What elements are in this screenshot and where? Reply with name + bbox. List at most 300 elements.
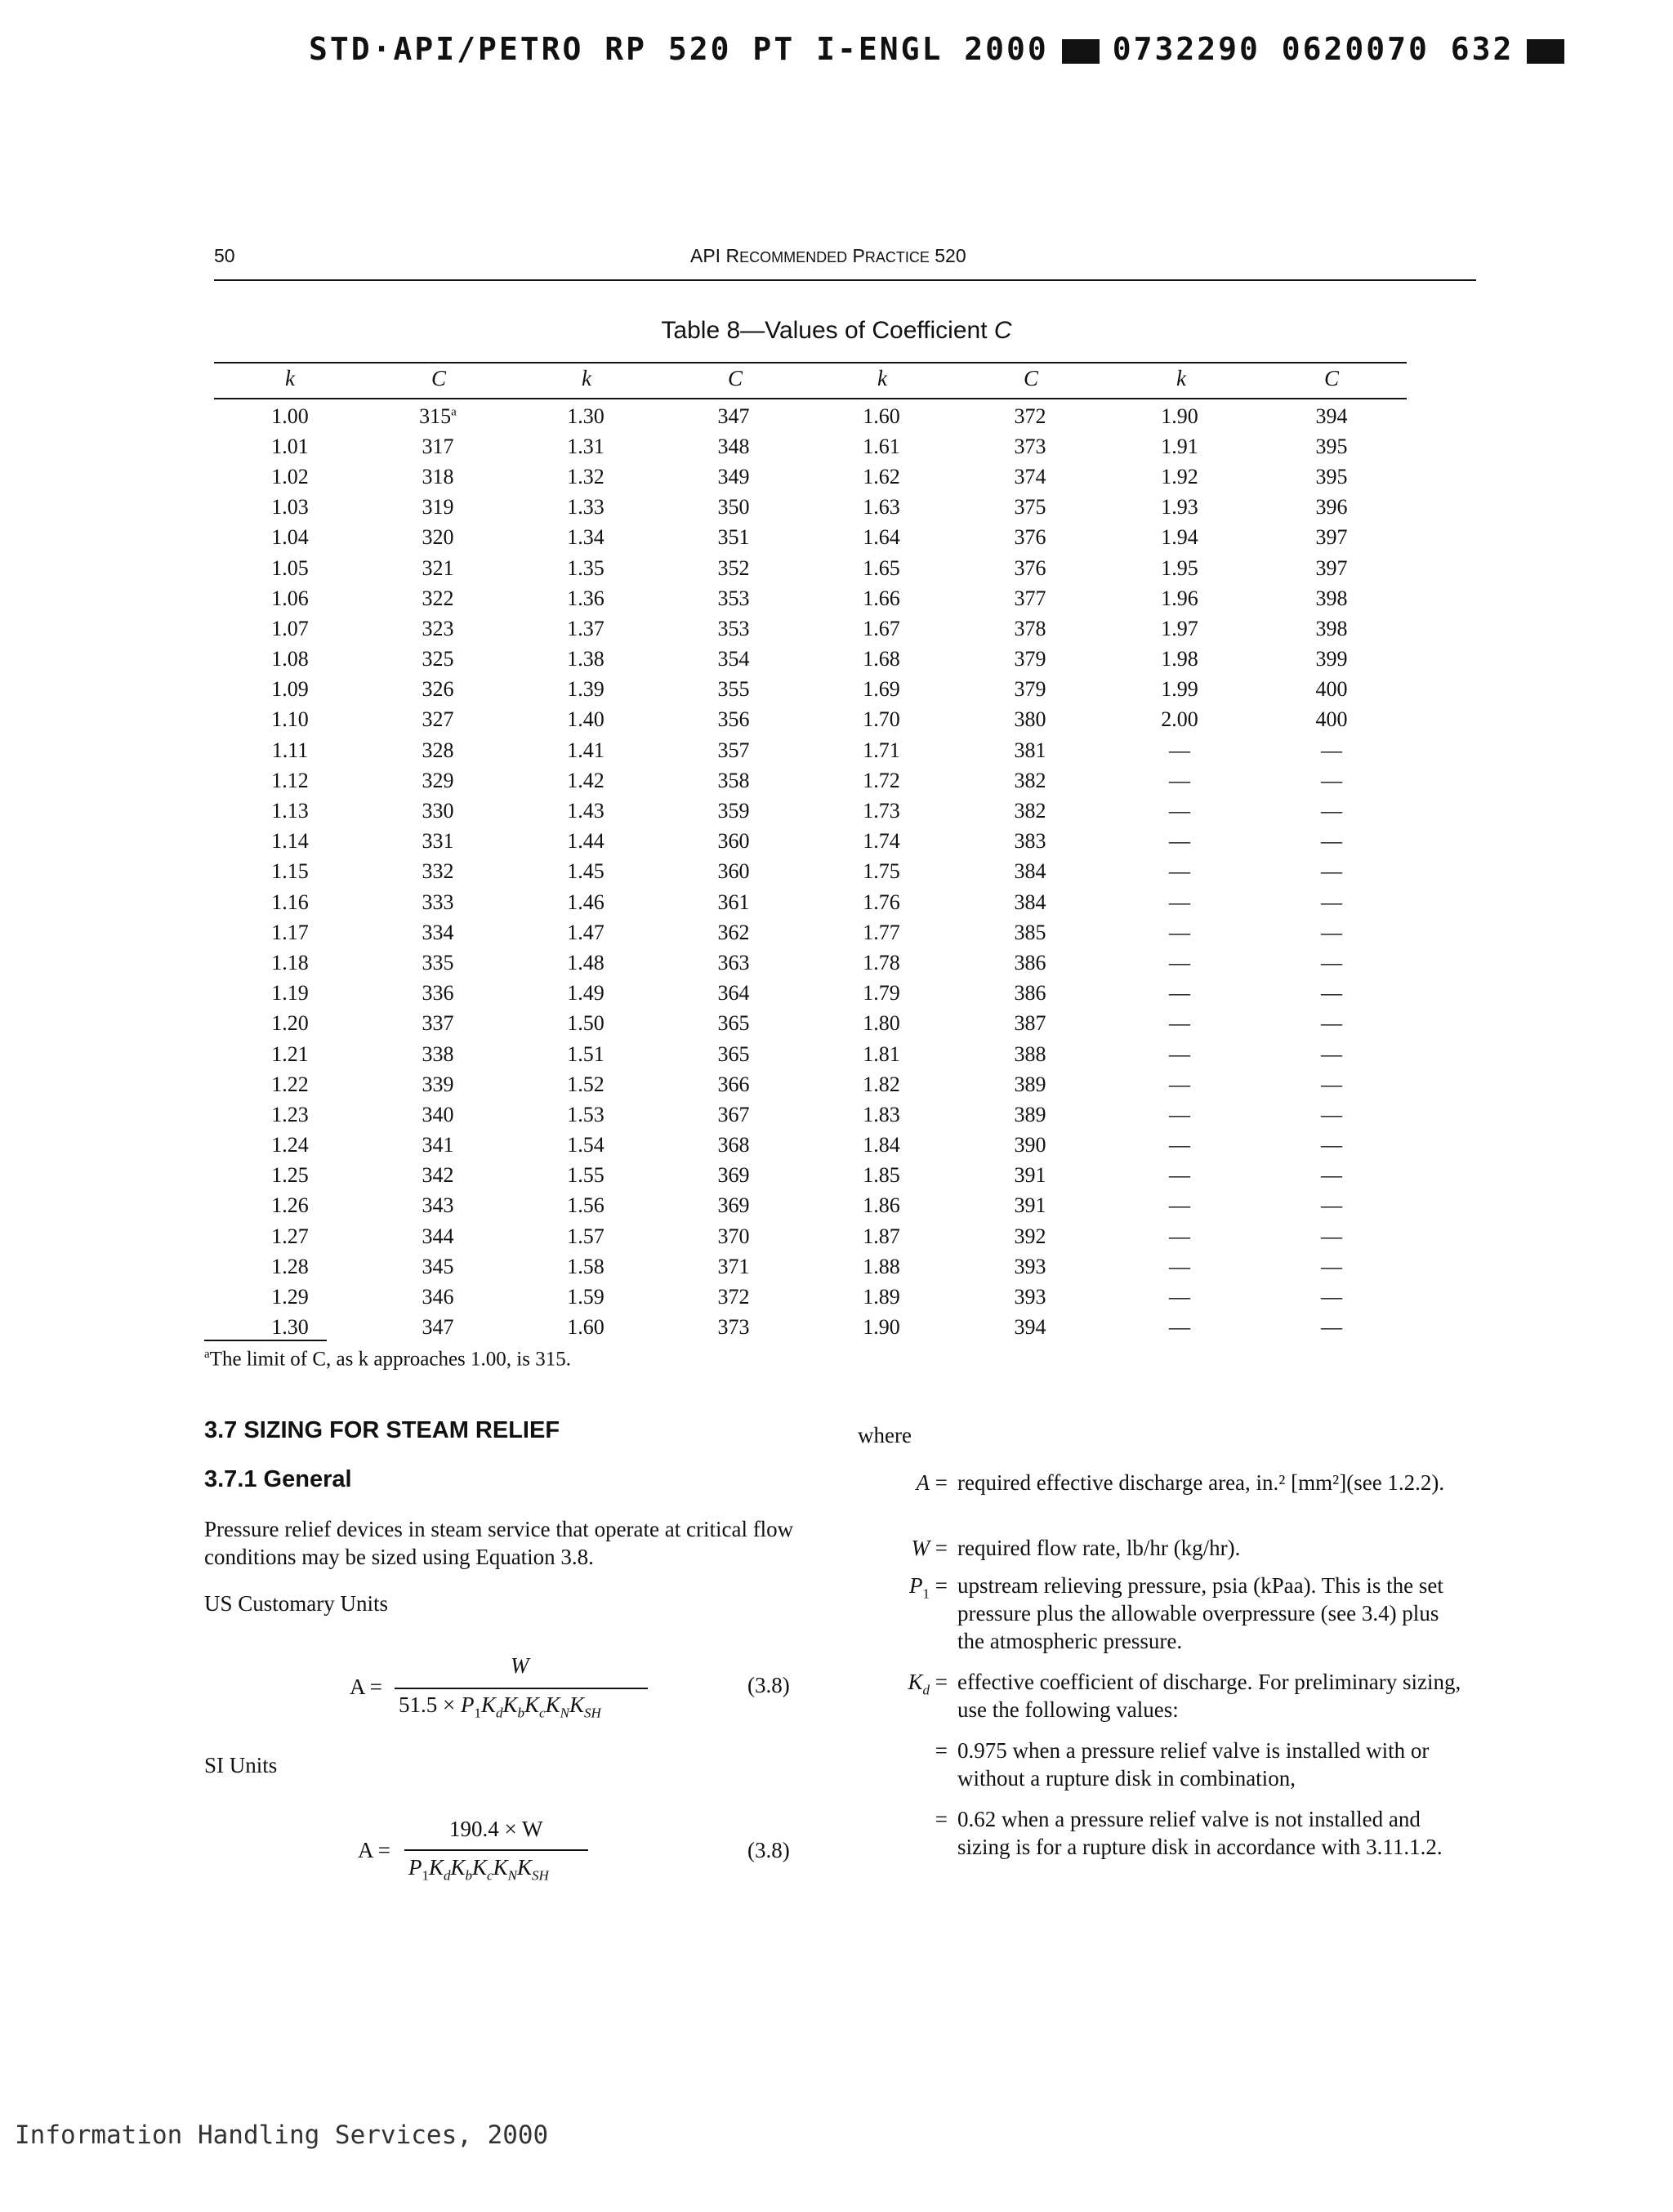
table-cell: 1.46: [567, 890, 605, 914]
table-cell: 1.51: [567, 1041, 605, 1066]
table-row: [214, 1099, 1407, 1130]
table-row: [214, 827, 1407, 857]
table-cell: 1.19: [271, 981, 309, 1006]
table-row: [214, 523, 1407, 553]
table-cell: 1.04: [271, 525, 309, 550]
table-cell: 384: [1014, 859, 1046, 884]
table-cell: —: [1321, 890, 1342, 914]
table-cell: 1.61: [863, 434, 900, 458]
table-cell: 1.59: [567, 1285, 605, 1309]
table-cell: 395: [1315, 464, 1348, 488]
table-cell: 388: [1014, 1041, 1046, 1066]
table-cell: —: [1169, 1011, 1190, 1036]
table-cell: 384: [1014, 890, 1046, 914]
footer-notice: Information Handling Services, 2000: [15, 2121, 549, 2150]
table-cell: 1.52: [567, 1072, 605, 1096]
table-cell: 1.25: [271, 1163, 309, 1188]
table-cell: 347: [422, 1315, 454, 1340]
table-cell: 352: [717, 555, 750, 580]
equation-denominator: $P_1K_dK_bK_cK_NK_{SH}$: [408, 1855, 549, 1884]
table-cell: 373: [717, 1315, 750, 1340]
stamp-block-mark-end: [1527, 39, 1564, 64]
table-cell: 1.09: [271, 677, 309, 702]
table-cell: 1.78: [863, 950, 900, 974]
table-cell: —: [1169, 1315, 1190, 1340]
table-cell: 1.58: [567, 1254, 605, 1278]
table-row: [214, 675, 1407, 705]
table-cell: 1.56: [567, 1193, 605, 1218]
table-row: [214, 765, 1407, 796]
table-cell: 1.74: [863, 829, 900, 854]
table-cell: 397: [1315, 525, 1348, 550]
table-cell: 1.62: [863, 464, 900, 488]
table-cell: —: [1169, 920, 1190, 944]
equation-numerator: 190.4 × W: [449, 1817, 543, 1841]
table-cell: 1.64: [863, 525, 900, 550]
table-cell: 358: [717, 768, 750, 792]
table-cell: —: [1169, 1041, 1190, 1066]
table-cell: 1.90: [863, 1315, 900, 1340]
table-cell: 382: [1014, 768, 1046, 792]
table-cell: 1.42: [567, 768, 605, 792]
table-row: [214, 553, 1407, 583]
equation-factor: 51.5 ×: [399, 1692, 461, 1717]
table-cell: 1.06: [271, 586, 309, 610]
column-header-c: C: [727, 366, 743, 390]
page-number: 50: [214, 245, 235, 266]
table-row: [214, 979, 1407, 1009]
definition-equals: =: [935, 1807, 948, 1831]
table-cell: 321: [422, 555, 454, 580]
body-paragraph: Pressure relief devices in steam service that operate at critical flow conditions may be sized using Equation 3.8.: [204, 1517, 794, 1569]
document-stamp: [309, 31, 1577, 67]
si-units-label: SI Units: [204, 1753, 278, 1777]
table-cell: 1.39: [567, 677, 605, 702]
definition-text: effective coefficient of discharge. For preliminary sizing, use the following values:: [957, 1670, 1461, 1722]
table-cell: 1.29: [271, 1285, 309, 1309]
table-cell: 1.81: [863, 1041, 900, 1066]
table-cell: 328: [422, 738, 454, 762]
table-row: [214, 1069, 1407, 1099]
equation-lhs: A =: [350, 1675, 382, 1699]
table-cell: 385: [1014, 920, 1046, 944]
table-cell: 376: [1014, 555, 1046, 580]
table-cell: 1.41: [567, 738, 605, 762]
table-cell: 349: [717, 464, 750, 488]
table-row: [214, 1131, 1407, 1161]
section-heading: 3.7 SIZING FOR STEAM RELIEF: [204, 1417, 560, 1443]
header-rule: [214, 279, 1476, 281]
table-cell: 394: [1014, 1315, 1046, 1340]
table-cell: —: [1169, 950, 1190, 974]
stamp-block-mark: [1062, 39, 1100, 64]
table-cell: 1.22: [271, 1072, 309, 1096]
table-cell: —: [1321, 1254, 1342, 1278]
table-cell: 1.16: [271, 890, 309, 914]
equation-numerator: W: [511, 1653, 529, 1678]
table-cell: 332: [422, 859, 454, 884]
table-cell: 1.57: [567, 1224, 605, 1248]
table-cell: 1.32: [567, 464, 605, 488]
subsection-heading: 3.7.1 General: [204, 1466, 352, 1492]
table-cell: 389: [1014, 1102, 1046, 1126]
table-cell: —: [1169, 738, 1190, 762]
table-cell: 320: [422, 525, 454, 550]
table-cell: 1.49: [567, 981, 605, 1006]
table-cell: 1.95: [1161, 555, 1198, 580]
table-cell: 342: [422, 1163, 454, 1188]
table-cell: 386: [1014, 950, 1046, 974]
table-cell: 1.79: [863, 981, 900, 1006]
table-cell: —: [1169, 1285, 1190, 1309]
table-cell: 369: [717, 1163, 750, 1188]
table-cell: 330: [422, 799, 454, 823]
table-row: [214, 887, 1407, 917]
table-row: [214, 1009, 1407, 1039]
table-cell: —: [1169, 829, 1190, 854]
table-cell: 1.34: [567, 525, 605, 550]
definition-symbol: $P_1$ =: [909, 1573, 948, 1602]
table-cell: 335: [422, 950, 454, 974]
table-title: Table 8—Values of Coefficient C: [661, 317, 1012, 344]
table-cell: 365: [717, 1011, 750, 1036]
table-cell: —: [1321, 1133, 1342, 1157]
table-cell: 340: [422, 1102, 454, 1126]
table-row: [214, 735, 1407, 765]
table-row: [214, 948, 1407, 978]
table-row: [214, 583, 1407, 613]
table-cell: 1.76: [863, 890, 900, 914]
table-cell: 1.70: [863, 707, 900, 732]
equation-lhs: A =: [358, 1838, 390, 1862]
table-row: [214, 644, 1407, 675]
table-cell: 400: [1315, 707, 1348, 732]
table-cell: 1.48: [567, 950, 605, 974]
table-row: [214, 493, 1407, 523]
footnote-text: The limit of C, as k approaches 1.00, is 315.: [209, 1348, 571, 1371]
table-cell: 1.00: [271, 404, 309, 428]
table-cell: 1.91: [1161, 434, 1198, 458]
table-cell: 1.31: [567, 434, 605, 458]
table-cell: —: [1169, 768, 1190, 792]
table-cell: 1.85: [863, 1163, 900, 1188]
table-cell: 331: [422, 829, 454, 854]
table-cell: 1.03: [271, 495, 309, 520]
table-row: [214, 857, 1407, 887]
table-cell: 343: [422, 1193, 454, 1218]
table-cell: 398: [1315, 616, 1348, 640]
table-cell: 341: [422, 1133, 454, 1157]
table-cell: 1.68: [863, 647, 900, 671]
where-label: where: [858, 1423, 912, 1447]
table-cell: —: [1321, 738, 1342, 762]
table-cell: 397: [1315, 555, 1348, 580]
table-cell: 374: [1014, 464, 1046, 488]
table-cell: —: [1321, 1011, 1342, 1036]
table-cell: 1.94: [1161, 525, 1198, 550]
table-cell: 1.11: [271, 738, 309, 762]
equation-number: (3.8): [747, 1838, 790, 1862]
coefficient-table: [214, 401, 1407, 1343]
table-cell: 1.36: [567, 586, 605, 610]
table-cell: —: [1321, 829, 1342, 854]
table-cell: 1.12: [271, 768, 309, 792]
table-cell: 353: [717, 586, 750, 610]
table-cell: 1.65: [863, 555, 900, 580]
fraction-bar: [404, 1849, 588, 1851]
table-cell: —: [1321, 950, 1342, 974]
table-row: [214, 1313, 1407, 1343]
table-cell: —: [1321, 1072, 1342, 1096]
table-cell: 1.53: [567, 1102, 605, 1126]
definition-symbol: W =: [911, 1536, 948, 1560]
table-cell: 347: [717, 404, 750, 428]
table-cell: 372: [717, 1285, 750, 1309]
column-header-c: C: [1023, 366, 1039, 390]
table-row: [214, 917, 1407, 948]
table-cell: 396: [1315, 495, 1348, 520]
table-cell: 1.15: [271, 859, 309, 884]
table-cell: 1.02: [271, 464, 309, 488]
table-cell: 376: [1014, 525, 1046, 550]
table-cell: 1.17: [271, 920, 309, 944]
table-cell: 1.47: [567, 920, 605, 944]
table-cell: 348: [717, 434, 750, 458]
footnote-reference: a: [451, 404, 457, 418]
table-cell: 2.00: [1161, 707, 1198, 732]
table-cell: 1.71: [863, 738, 900, 762]
table-cell: 362: [717, 920, 750, 944]
table-cell: —: [1169, 1193, 1190, 1218]
table-cell: 399: [1315, 647, 1348, 671]
table-cell: 353: [717, 616, 750, 640]
table-cell: —: [1321, 1224, 1342, 1248]
table-cell: 400: [1315, 677, 1348, 702]
table-cell: 1.33: [567, 495, 605, 520]
table-cell: —: [1169, 859, 1190, 884]
table-cell: 1.88: [863, 1254, 900, 1278]
table-cell: 1.54: [567, 1133, 605, 1157]
table-cell: 373: [1014, 434, 1046, 458]
table-cell: 1.10: [271, 707, 309, 732]
table-cell: —: [1169, 1224, 1190, 1248]
table-cell: 379: [1014, 677, 1046, 702]
table-cell: 368: [717, 1133, 750, 1157]
table-cell: —: [1321, 1193, 1342, 1218]
table-row: [214, 796, 1407, 826]
table-cell: 1.05: [271, 555, 309, 580]
table-cell: 390: [1014, 1133, 1046, 1157]
table-cell: 1.08: [271, 647, 309, 671]
table-cell: 1.89: [863, 1285, 900, 1309]
table-cell: 370: [717, 1224, 750, 1248]
table-cell: 354: [717, 647, 750, 671]
table-cell: 1.23: [271, 1102, 309, 1126]
table-cell: 1.98: [1161, 647, 1198, 671]
table-row: [214, 1221, 1407, 1251]
table-row: [214, 1282, 1407, 1312]
table-cell: 327: [422, 707, 454, 732]
table-cell: 395: [1315, 434, 1348, 458]
table-row: [214, 1191, 1407, 1221]
table-cell: 322: [422, 586, 454, 610]
definition-text: 0.975 when a pressure relief valve is installed with or without a rupture disk in combination,: [957, 1738, 1430, 1791]
table-cell: —: [1321, 1163, 1342, 1188]
table-cell: 365: [717, 1041, 750, 1066]
table-row: [214, 462, 1407, 492]
table-cell: 1.66: [863, 586, 900, 610]
stamp-code-suffix: 632: [1450, 31, 1515, 67]
table-cell: 317: [422, 434, 454, 458]
table-cell: 1.99: [1161, 677, 1198, 702]
table-cell: 391: [1014, 1193, 1046, 1218]
table-cell: 360: [717, 829, 750, 854]
table-cell: 371: [717, 1254, 750, 1278]
table-cell: 378: [1014, 616, 1046, 640]
table-cell: —: [1169, 799, 1190, 823]
table-cell: 334: [422, 920, 454, 944]
table-cell: —: [1321, 799, 1342, 823]
table-cell: 394: [1315, 404, 1348, 428]
running-head: API RECOMMENDED PRACTICE 520: [690, 245, 966, 266]
column-header-k: k: [285, 366, 295, 390]
table-cell: 1.20: [271, 1011, 309, 1036]
table-cell: —: [1321, 1041, 1342, 1066]
definition-equals: =: [935, 1738, 948, 1763]
table-cell: 350: [717, 495, 750, 520]
table-cell: 1.63: [863, 495, 900, 520]
table-header-rule: [214, 398, 1407, 399]
equation-number: (3.8): [747, 1673, 790, 1697]
table-cell: —: [1321, 1285, 1342, 1309]
table-cell: 1.27: [271, 1224, 309, 1248]
table-cell: 318: [422, 464, 454, 488]
table-cell: —: [1321, 920, 1342, 944]
table-cell: 386: [1014, 981, 1046, 1006]
table-cell: 382: [1014, 799, 1046, 823]
table-cell: 361: [717, 890, 750, 914]
table-cell: 1.73: [863, 799, 900, 823]
table-cell: 1.07: [271, 616, 309, 640]
table-cell: —: [1169, 1163, 1190, 1188]
table-row: [214, 1039, 1407, 1069]
table-cell: —: [1321, 981, 1342, 1006]
table-cell: 372: [1014, 404, 1046, 428]
table-cell: 357: [717, 738, 750, 762]
table-cell: 1.35: [567, 555, 605, 580]
column-header-k: k: [582, 366, 591, 390]
table-cell: 1.60: [863, 404, 900, 428]
table-row: [214, 401, 1407, 431]
table-cell: 326: [422, 677, 454, 702]
table-row: [214, 431, 1407, 462]
table-cell: 1.82: [863, 1072, 900, 1096]
table-cell: —: [1321, 768, 1342, 792]
table-cell: —: [1169, 1133, 1190, 1157]
table-cell: 389: [1014, 1072, 1046, 1096]
table-cell: 1.55: [567, 1163, 605, 1188]
table-cell: 1.14: [271, 829, 309, 854]
table-cell: —: [1169, 1254, 1190, 1278]
table-cell: 1.43: [567, 799, 605, 823]
table-cell: 359: [717, 799, 750, 823]
definition-text: 0.62 when a pressure relief valve is not installed and sizing is for a rupture disk in accordance with 3.11.1.2.: [957, 1807, 1443, 1859]
table-cell: 1.38: [567, 647, 605, 671]
table-cell: 346: [422, 1285, 454, 1309]
table-cell: 1.21: [271, 1041, 309, 1066]
table-cell: 392: [1014, 1224, 1046, 1248]
table-cell: 1.75: [863, 859, 900, 884]
table-cell: 325: [422, 647, 454, 671]
table-cell: 1.97: [1161, 616, 1198, 640]
table-cell: 366: [717, 1072, 750, 1096]
table-cell: 351: [717, 525, 750, 550]
table-cell: 393: [1014, 1254, 1046, 1278]
stamp-text: STD·API/PETRO RP 520 PT I-ENGL 2000: [309, 31, 1049, 67]
table-cell: 1.30: [271, 1315, 309, 1340]
table-cell: 339: [422, 1072, 454, 1096]
table-cell: 1.45: [567, 859, 605, 884]
table-cell: 1.83: [863, 1102, 900, 1126]
table-cell: 1.69: [863, 677, 900, 702]
table-cell: 1.37: [567, 616, 605, 640]
us-units-label: US Customary Units: [204, 1591, 389, 1616]
table-cell: —: [1169, 981, 1190, 1006]
table-top-rule: [214, 362, 1407, 363]
definition-text: upstream relieving pressure, psia (kPaa). This is the set pressure plus the allowable overpressure (see 3.4) plus the atmospheric pressure.: [957, 1573, 1443, 1653]
table-row: [214, 1251, 1407, 1282]
table-cell: 1.50: [567, 1011, 605, 1036]
table-row: [214, 613, 1407, 644]
table-cell: 360: [717, 859, 750, 884]
table-cell: 336: [422, 981, 454, 1006]
fraction-bar: [395, 1688, 648, 1689]
table-cell: 1.28: [271, 1254, 309, 1278]
definition-symbol: A =: [916, 1470, 948, 1495]
column-header-c: C: [1323, 366, 1340, 390]
table-cell: 367: [717, 1102, 750, 1126]
table-cell: 344: [422, 1224, 454, 1248]
table-cell: —: [1169, 1072, 1190, 1096]
table-cell: 355: [717, 677, 750, 702]
table-cell: 1.24: [271, 1133, 309, 1157]
table-cell: 1.87: [863, 1224, 900, 1248]
table-cell: 1.90: [1161, 404, 1198, 428]
footnote-mark: a: [204, 1348, 210, 1361]
column-header-k: k: [877, 366, 887, 390]
table-cell: 1.60: [567, 1315, 605, 1340]
equation-denominator: $51.5 \times P_1K_dK_bK_cK_NK_{SH}$: [399, 1692, 601, 1721]
table-cell: 364: [717, 981, 750, 1006]
table-cell: 387: [1014, 1011, 1046, 1036]
table-cell: 381: [1014, 738, 1046, 762]
table-cell: 1.86: [863, 1193, 900, 1218]
table-cell: 363: [717, 950, 750, 974]
table-cell: 1.72: [863, 768, 900, 792]
definition-text: required effective discharge area, in.² [mm²](see 1.2.2).: [957, 1470, 1445, 1495]
definition-text: required flow rate, lb/hr (kg/hr).: [957, 1536, 1241, 1560]
table-cell: 1.18: [271, 950, 309, 974]
table-cell: 337: [422, 1011, 454, 1036]
table-cell: —: [1321, 1315, 1342, 1340]
table-cell: 1.84: [863, 1133, 900, 1157]
table-row: [214, 1161, 1407, 1191]
table-cell: 383: [1014, 829, 1046, 854]
table-cell: 315$^a$: [419, 404, 457, 428]
table-cell: 1.93: [1161, 495, 1198, 520]
table-cell: 1.26: [271, 1193, 309, 1218]
table-cell: 380: [1014, 707, 1046, 732]
